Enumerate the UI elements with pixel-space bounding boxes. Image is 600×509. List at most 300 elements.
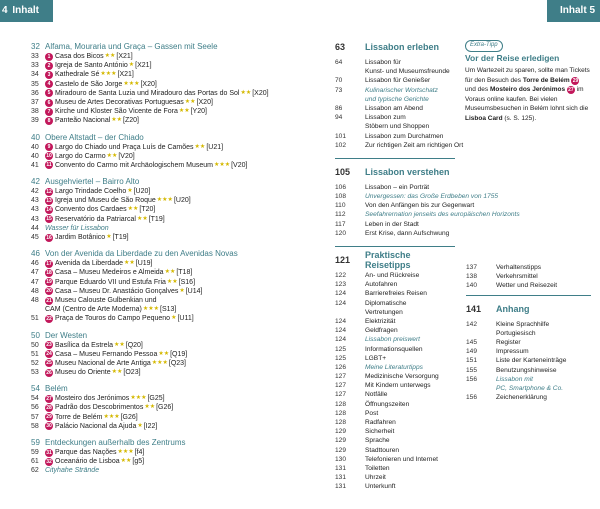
toc-entry <box>335 76 455 85</box>
entry-title: Castelo de São Jorge <box>55 80 123 88</box>
entry-title: Cityhahe Strände <box>45 467 100 475</box>
entry-title: und typische Gerichte <box>365 95 429 103</box>
page-number: 46 <box>31 260 39 268</box>
toc-entry <box>335 345 455 354</box>
entry-title: Meine Literaturtipps <box>365 363 423 371</box>
grid-reference: [X21] <box>117 71 134 79</box>
entry-title: Öffnungszeiten <box>365 400 410 408</box>
entry-title: Largo do Chiado und Praça Luís de Camões <box>55 143 194 151</box>
toc-section <box>335 250 455 492</box>
entry-title: Unvergessen: das Große Erdbeben von 1755 <box>365 193 499 201</box>
section-title: Obere Altstadt – der Chiado <box>45 132 144 142</box>
grid-reference: [G26] <box>156 404 174 412</box>
toc-entry <box>335 363 455 372</box>
sight-number-badge: 25 <box>46 360 52 367</box>
extra-tip-text: Um Wartezeit zu sparen, sollte man Tickets für den Besuch des Torre de Belém 29 und des Mosteiro dos Jerónimos 27 im Voraus online kaufen. Bei vielen Museumsbesuchen in Belém lohnt sich die Lisboa Card (s. S. 125). <box>465 67 590 122</box>
entry-title: Igreja de Santo António <box>55 62 128 70</box>
toc-entry <box>335 271 455 280</box>
toc-entry <box>335 436 455 445</box>
entry-title: Seefahrernation jenseits des europäischen Horizonts <box>365 211 520 219</box>
entry-title: Praça de Touros do Campo Pequeno <box>55 315 171 323</box>
grid-reference: [U19] <box>135 260 153 268</box>
section-title: Ausgehviertel – Bairro Alto <box>45 177 140 187</box>
entry-title: Vertretungen <box>365 308 403 316</box>
toc-section-heading <box>31 176 291 187</box>
page-number: 94 <box>335 114 343 122</box>
entry-title: Erst Krise, dann Aufschwung <box>365 229 450 237</box>
sight-number-badge: 15 <box>46 216 52 223</box>
toc-entry <box>31 466 291 475</box>
entry-title: Kunst- und Museumsfreunde <box>365 68 450 76</box>
rating-stars: ★★ <box>111 369 123 376</box>
page-number: 39 <box>31 117 39 125</box>
entry-title: Kleine Sprachhilfe <box>496 320 550 328</box>
toc-entry <box>31 413 291 422</box>
grid-reference: [X20] <box>196 98 213 106</box>
page-number: 70 <box>335 77 343 85</box>
page-number: 129 <box>335 446 347 454</box>
toc-entry <box>31 341 291 350</box>
page-number: 117 <box>335 220 346 228</box>
grid-reference: [V20] <box>231 161 248 169</box>
toc-section <box>31 330 291 378</box>
grid-reference: [U11] <box>177 315 194 323</box>
rating-stars: ★★ <box>194 143 206 150</box>
toc-entry <box>31 215 291 224</box>
page-number: 101 <box>335 132 347 140</box>
sight-number-badge: 30 <box>46 423 52 430</box>
toc-section-heading <box>335 165 455 179</box>
sight-number-badge: 32 <box>46 458 52 465</box>
entry-title: Zeichenerklärung <box>496 394 547 402</box>
page-number: 124 <box>335 336 347 344</box>
sight-number-badge: 27 <box>46 395 52 402</box>
page-number: 138 <box>466 273 478 281</box>
toc-entry <box>31 448 291 457</box>
page-number: 86 <box>335 104 343 112</box>
page-number: 142 <box>466 320 478 328</box>
page-number: 42 <box>31 177 40 187</box>
entry-title: Casa dos Bicos <box>55 53 104 60</box>
toc-entry <box>335 141 464 150</box>
toc-entry <box>31 350 291 359</box>
entry-title: Autofahren <box>365 281 398 289</box>
rating-stars: ★★★ <box>103 413 120 420</box>
page-number: 123 <box>335 281 347 289</box>
sight-number-badge: 7 <box>45 108 53 116</box>
page-number <box>466 384 496 393</box>
page-number: 145 <box>466 338 478 346</box>
toc-section <box>31 248 291 323</box>
page-number <box>335 308 365 317</box>
entry-title: Oceanário de Lisboa <box>55 458 120 466</box>
toc-entry <box>335 122 455 131</box>
toc-entry <box>335 409 455 418</box>
toc-entry <box>31 196 291 205</box>
sight-number-badge: 28 <box>46 405 52 412</box>
grid-reference: [X20] <box>140 80 157 88</box>
rating-stars: ★★ <box>158 350 170 357</box>
grid-reference: [G26] <box>120 413 138 421</box>
rating-stars: ★★ <box>123 260 135 267</box>
page-number: 40 <box>31 152 39 160</box>
toc-entry <box>31 70 291 79</box>
toc-entry <box>31 161 291 170</box>
entry-title: Post <box>365 409 379 417</box>
section-title: Lissabon verstehen <box>365 166 450 177</box>
page-number: 37 <box>31 98 39 106</box>
page-number: 48 <box>31 296 39 304</box>
grid-reference: [I22] <box>143 422 158 430</box>
toc-entry <box>31 61 291 70</box>
toc-entry <box>31 89 291 98</box>
entry-title: Convento do Carmo mit Archäologischem Museum <box>55 161 213 169</box>
toc-entry <box>31 359 291 368</box>
rating-stars: ★★ <box>178 108 190 115</box>
entry-title: Radfahren <box>365 419 396 426</box>
rating-stars: ★★★ <box>117 449 134 455</box>
entry-title: Lissabon zum Durchatmen <box>365 132 444 140</box>
toc-entry <box>335 289 455 298</box>
entry-title: Leben in der Stadt <box>365 220 419 228</box>
extra-tip-tag: Extra-Tipp <box>465 40 503 52</box>
toc-entry <box>31 368 291 377</box>
entry-title: Unterkunft <box>365 483 396 491</box>
grid-reference: [X21] <box>116 53 133 60</box>
page-number: 126 <box>335 363 347 371</box>
toc-entry <box>466 375 591 384</box>
rating-stars: ★★ <box>111 117 123 124</box>
entry-title: Verkehrsmittel <box>496 273 538 281</box>
toc-entry <box>335 354 455 363</box>
sight-number-badge: 10 <box>46 153 52 160</box>
page-number: 43 <box>31 197 39 205</box>
entry-title: Von den Anfängen bis zur Gegenwart <box>365 202 475 210</box>
section-title: Belém <box>45 384 68 394</box>
toc-entry <box>335 113 455 122</box>
entry-title: Stadttouren <box>365 446 400 454</box>
entry-title: Impressum <box>496 348 529 356</box>
page-number: 121 <box>335 255 351 265</box>
entry-title: Reservatório da Patriarcal <box>55 215 136 223</box>
sight-number-badge: 16 <box>46 234 52 241</box>
toc-entry <box>31 152 291 161</box>
toc-entry <box>335 326 455 335</box>
toc-entry <box>335 67 455 76</box>
sight-number-badge: 14 <box>46 207 52 214</box>
section-title: Anhang <box>496 303 530 314</box>
entry-title: Lissabon für <box>365 59 401 66</box>
page-number: 64 <box>335 59 343 66</box>
page-number: 127 <box>335 373 347 381</box>
page-number: 124 <box>335 299 347 307</box>
toc-entry <box>31 287 291 296</box>
entry-title: Museu do Oriente <box>55 369 111 377</box>
toc-entry <box>31 107 291 116</box>
entry-title: Informationsquellen <box>365 345 423 353</box>
entry-title: PC, Smartphone & Co. <box>496 384 564 392</box>
entry-title: Kathedrale Sé <box>55 71 100 79</box>
entry-title: Geldfragen <box>365 327 398 335</box>
entry-title: Liste der Karteneinträge <box>496 357 567 365</box>
entry-title: Uhrzeit <box>365 474 386 482</box>
toc-section-heading <box>335 250 455 270</box>
grid-reference: [Q20] <box>125 341 143 349</box>
toc-entry <box>466 272 591 281</box>
page-number: 34 <box>31 71 39 79</box>
toc-entry <box>335 104 455 113</box>
toc-entry <box>31 296 291 305</box>
toc-entry <box>335 372 455 381</box>
toc-entry <box>466 366 591 375</box>
page-number: 73 <box>335 86 343 94</box>
entry-title: Sicherheit <box>365 428 395 436</box>
page-number: 108 <box>335 193 347 201</box>
entry-title: Museu Calouste Gulbenkian und <box>55 296 157 304</box>
right-page-title: Inhalt <box>559 5 587 16</box>
page-number <box>335 122 365 131</box>
rating-stars: ★ <box>127 188 133 195</box>
left-toc-column <box>31 41 291 482</box>
grid-reference: [Q19] <box>170 350 188 358</box>
toc-entry <box>466 320 591 329</box>
entry-title: Largo Trindade Coelho <box>55 188 127 196</box>
rating-stars: ★★ <box>184 98 196 105</box>
toc-entry <box>335 299 455 308</box>
entry-title: Igreja und Museu de São Roque <box>55 197 156 205</box>
page-number: 53 <box>31 369 39 377</box>
page-number: 58 <box>31 422 39 430</box>
toc-entry <box>466 263 591 272</box>
toc-entry <box>31 187 291 196</box>
entry-title: Parque das Nações <box>55 449 117 456</box>
rating-stars: ★★ <box>120 458 132 465</box>
sight-number-badge: 26 <box>46 369 52 376</box>
entry-title: Lissabon – ein Porträt <box>365 183 430 191</box>
toc-entry <box>31 116 291 125</box>
entry-title: Torre de Belém <box>55 413 103 421</box>
page-number: 57 <box>31 413 39 421</box>
toc-entry <box>335 183 455 192</box>
rating-stars: ★★★ <box>213 161 231 168</box>
page-number: 129 <box>335 428 347 436</box>
toc-section <box>335 40 464 150</box>
page-number <box>466 329 496 338</box>
toc-entry <box>335 220 455 229</box>
grid-reference: [V20] <box>118 152 135 160</box>
section-divider <box>466 295 591 296</box>
entry-title: Museu Nacional de Arte Antiga <box>55 359 151 367</box>
page-number: 54 <box>31 384 40 394</box>
page-number: 124 <box>335 317 347 325</box>
page-number: 51 <box>31 350 39 358</box>
toc-entry <box>335 308 455 317</box>
rating-stars: ★ <box>137 422 143 429</box>
entry-title: Elektrizität <box>365 317 396 325</box>
entry-title: Telefonieren und Internet <box>365 455 438 463</box>
entry-title: Largo do Carmo <box>55 152 106 160</box>
sight-number-badge: 19 <box>46 279 52 286</box>
grid-reference: [U21] <box>206 143 224 151</box>
page-number: 61 <box>31 458 39 466</box>
page-number: 40 <box>31 143 39 151</box>
entry-title: Barrierefreies Reisen <box>365 290 427 298</box>
page-number: 106 <box>335 183 347 191</box>
page-number: 131 <box>335 464 347 472</box>
section-title: Alfama, Mouraria und Graça – Gassen mit Seele <box>45 42 218 51</box>
entry-title: Sprache <box>365 437 390 445</box>
rating-stars: ★★ <box>166 278 178 285</box>
toc-entry <box>335 335 455 344</box>
toc-entry <box>31 52 291 61</box>
sight-number-badge: 18 <box>46 269 52 276</box>
grid-reference: [G25] <box>147 395 165 403</box>
sight-number-badge: 27 <box>568 87 574 93</box>
entry-title: Stöbern und Shoppen <box>365 123 430 131</box>
toc-entry <box>335 446 455 455</box>
toc-entry <box>335 427 455 436</box>
page-number: 124 <box>335 290 347 298</box>
toc-entry <box>466 384 591 393</box>
page-number: 42 <box>31 188 39 196</box>
sight-number-badge: 22 <box>46 315 52 322</box>
toc-entry <box>335 95 455 104</box>
rating-stars: ★★ <box>113 341 125 348</box>
toc-section <box>31 132 291 171</box>
rating-stars: ★ <box>128 62 135 69</box>
toc-entry <box>31 268 291 277</box>
entry-title: Kirche und Kloster São Vicente de Fora <box>55 108 178 116</box>
toc-entry <box>31 259 291 268</box>
page-number: 156 <box>466 394 478 402</box>
page-number: 54 <box>31 395 39 403</box>
entry-title: Casa – Museu Dr. Anastácio Gonçalves <box>55 287 179 295</box>
page-number: 112 <box>335 211 346 219</box>
rating-stars: ★★ <box>136 215 148 222</box>
page-number: 128 <box>335 400 347 408</box>
grid-reference: [U20] <box>173 197 191 205</box>
page-number: 120 <box>335 229 347 237</box>
entry-title: Wasser für Lissabon <box>45 224 109 232</box>
grid-reference: [S13] <box>160 306 177 314</box>
page-number: 122 <box>335 272 347 279</box>
page-number <box>335 95 365 104</box>
rating-stars: ★ <box>106 234 112 240</box>
page-number: 130 <box>335 455 347 463</box>
grid-reference: [Y20] <box>190 108 207 116</box>
page-number: 51 <box>31 315 39 323</box>
page-number: 127 <box>335 391 347 399</box>
page-number: 110 <box>335 202 346 210</box>
page-number: 43 <box>31 215 39 223</box>
grid-reference: [Z20] <box>123 117 139 125</box>
toc-section-heading <box>31 132 291 143</box>
right-page-number: 5 <box>589 5 595 16</box>
extra-tip-title: Vor der Reise erledigen <box>465 52 560 63</box>
toc-section <box>335 165 520 238</box>
toc-section-heading <box>31 437 291 448</box>
toc-entry <box>466 281 591 290</box>
rating-stars: ★★★ <box>156 197 173 204</box>
page-number: 35 <box>31 80 39 88</box>
toc-entry <box>335 86 455 95</box>
grid-reference: [U20] <box>133 188 151 196</box>
entry-title: Casa – Museu Medeiros e Almeida <box>55 269 164 277</box>
rating-stars: ★ <box>171 315 177 322</box>
page-number: 156 <box>466 375 478 383</box>
toc-entry <box>466 329 591 338</box>
rating-stars: ★★ <box>127 206 139 213</box>
toc-entry <box>31 457 291 466</box>
page-number: 149 <box>466 348 478 356</box>
toc-entry <box>31 80 291 89</box>
toc-entry <box>466 347 591 356</box>
sight-number-badge: 8 <box>45 117 53 125</box>
toc-entry <box>31 403 291 412</box>
page-number: 33 <box>31 53 39 60</box>
entry-title: Museu de Artes Decorativas Portuguesas <box>55 98 184 106</box>
grid-reference: [T20] <box>139 206 156 214</box>
section-title: Lissabon erleben <box>365 42 440 52</box>
toc-entry <box>31 278 291 287</box>
sight-number-badge: 29 <box>572 77 579 84</box>
entry-title: Zur richtigen Zeit am richtigen Ort <box>365 141 464 149</box>
page-number: 56 <box>31 404 39 412</box>
page-number: 102 <box>335 141 347 149</box>
left-page-number: 4 <box>2 5 8 16</box>
sight-number-badge: 11 <box>46 162 52 169</box>
toc-entry <box>335 418 455 427</box>
entry-title: Portugiesisch <box>496 329 536 337</box>
rating-stars: ★★★ <box>142 306 160 313</box>
page-number: 59 <box>31 449 39 456</box>
grid-reference: [U14] <box>185 287 203 295</box>
section-title: Praktische Reisetipps <box>365 250 411 270</box>
toc-entry <box>335 473 455 482</box>
toc-entry <box>335 192 499 201</box>
toc-entry <box>335 381 455 390</box>
extra-tip-box <box>465 40 590 123</box>
toc-entry <box>335 201 475 210</box>
entry-title: Parque Eduardo VII und Estufa Fria <box>55 278 166 286</box>
entry-title: Lissabon mit <box>496 375 534 383</box>
page-number <box>335 67 365 76</box>
page-number: 129 <box>335 437 347 445</box>
rating-stars: ★★ <box>106 152 118 159</box>
entry-title: Lissabon zum <box>365 114 406 122</box>
page-number: 36 <box>31 89 39 97</box>
grid-reference: [X21] <box>135 62 152 70</box>
sight-number-badge: 6 <box>45 99 53 107</box>
entry-title: Casa – Museu Fernando Pessoa <box>55 350 158 358</box>
rating-stars: ★★★ <box>100 71 117 78</box>
toc-section <box>31 437 291 476</box>
rating-stars: ★★★ <box>123 80 140 87</box>
section-title: Von der Avenida da Liberdade zu den Avenidas Novas <box>45 249 238 259</box>
sight-number-badge: 17 <box>46 260 52 267</box>
toc-entry <box>31 143 291 152</box>
grid-reference: [O23] <box>123 369 141 377</box>
toc-entry <box>335 229 455 238</box>
page-number: 50 <box>31 341 39 349</box>
entry-title: Verhaltenstipps <box>496 264 542 271</box>
sight-number-badge: 13 <box>46 197 52 204</box>
sight-number-badge: 4 <box>45 80 53 88</box>
toc-entry <box>335 280 455 289</box>
toc-entry <box>31 98 291 107</box>
entry-title: Wetter und Reisezeit <box>496 282 558 290</box>
toc-section-heading <box>31 41 291 52</box>
